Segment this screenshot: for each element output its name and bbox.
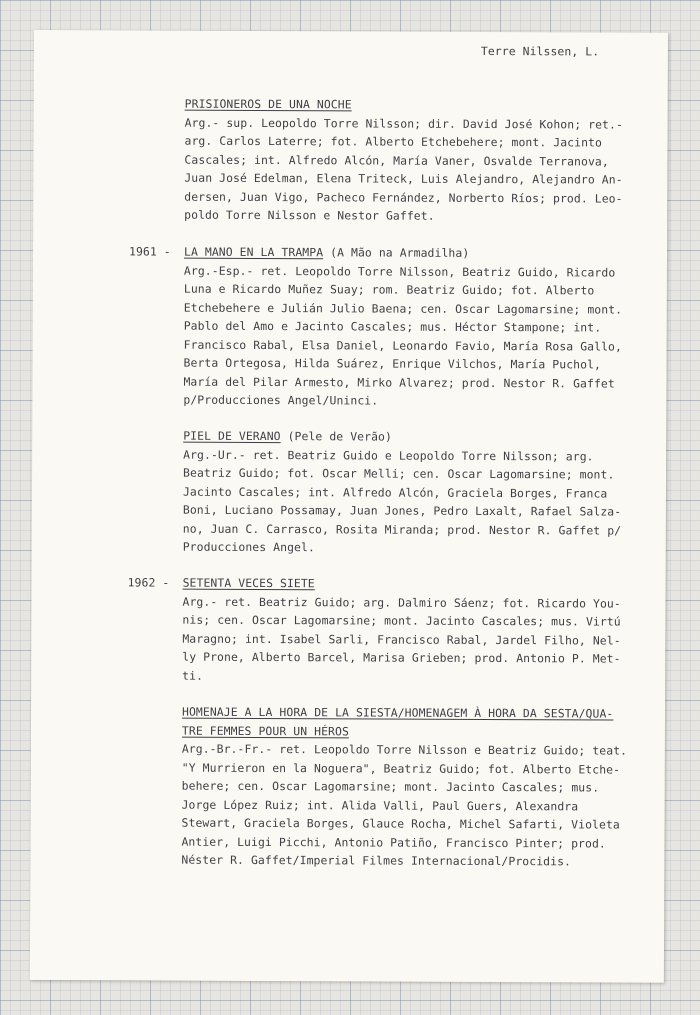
- entry-credit-line: Boni, Luciano Possamay, Juan Jones, Pedro Laxalt, Rafael Salza-: [182, 502, 622, 519]
- entry-credit-line: arg. Carlos Laterre; fot. Alberto Etchebehere; mont. Jacinto: [184, 133, 603, 150]
- entry-credit-line: p/Producciones Angel/Uninci.: [183, 392, 379, 408]
- entry-title-line: [184, 243, 622, 263]
- typewritten-page: [30, 30, 668, 983]
- film-title: SETENTA VECES SIETE: [182, 575, 315, 591]
- entry-credit-line: behere; cen. Oscar Lagomarsine; mont. Jacinto Cascales; mus.: [181, 778, 600, 795]
- entry-year: 1961 -: [129, 244, 171, 259]
- entry-credit-line: Berta Ortegosa, Hilda Suárez, Enrique Vilchos, María Puchol,: [183, 355, 602, 372]
- entry-credit-line: Producciones Angel.: [182, 539, 315, 555]
- entry-title-line: [185, 95, 623, 115]
- film-title-translation: (A Mão na Armadilha): [323, 245, 470, 260]
- entry-credit-line: Francisco Rabal, Elsa Daniel, Leonardo Favio, María Rosa Gallo,: [183, 337, 623, 354]
- film-title-translation: (Pele de Verão): [280, 429, 393, 444]
- entry-credit-line: poldo Torre Nilsson e Nestor Gaffet.: [184, 207, 435, 223]
- entry-credit-line: Etchebehere e Julián Julio Baena; cen. Oscar Lagomarsine; mont.: [183, 300, 623, 317]
- film-title: PRISIONEROS DE UNA NOCHE: [184, 96, 352, 112]
- entry-credit-line: Arg.- sup. Leopoldo Torre Nilsson; dir. David José Kohon; ret.-: [184, 115, 623, 132]
- entry-credit-line: Jorge López Ruiz; int. Alida Valli, Paul Guers, Alexandra: [181, 797, 579, 813]
- entry-credit-line: ly Prone, Alberto Barcel, Marisa Grieben; prod. Antonio P. Met-: [182, 649, 621, 666]
- entry-title-line: [182, 703, 627, 723]
- film-title: HOMENAJE A LA HORA DE LA SIESTA/HOMENAGEM À HORA DA SESTA/QUA-: [181, 704, 614, 721]
- entry-year: 1962 -: [127, 575, 170, 590]
- filmography-entry: [183, 427, 622, 558]
- page-header: Terre Nilssen, L.: [480, 43, 600, 59]
- entry-credit-line: nis; cen. Oscar Lagomarsine; mont. Jacinto Cascales; mus. Virtú: [182, 612, 621, 629]
- film-title: PIEL DE VERANO: [183, 428, 281, 444]
- entry-credit-line: María del Pilar Armesto, Mirko Alvarez; prod. Nestor R. Gaffet: [183, 374, 615, 391]
- entry-credit-line: dersen, Juan Vigo, Pacheco Fernández, Norberto Ríos; prod. Leo-: [184, 189, 623, 206]
- entry-credit-line: Arg.-Ur.- ret. Beatriz Guido e Leopoldo Torre Nilsson; arg.: [183, 447, 594, 463]
- entry-credit-line: Luna e Ricardo Muñez Suay; rom. Beatriz Guido; fot. Alberto: [183, 281, 595, 298]
- entry-credit-line: Arg.-Esp.- ret. Leopoldo Torre Nilsson, Beatriz Guido, Ricardo: [183, 263, 616, 280]
- film-title: LA MANO EN LA TRAMPA: [184, 244, 324, 260]
- entry-title-line: [183, 574, 621, 594]
- entry-credit-line: Pablo del Amo e Jacinto Cascales; mus. Héctor Stampone; int.: [183, 318, 602, 335]
- filmography-entry: [183, 243, 622, 411]
- entry-credit-line: Arg.-Br.-Fr.- ret. Leopoldo Torre Nilsson e Beatriz Guido; teat.: [181, 741, 628, 758]
- entry-credit-line: "Y Murrieron en la Noguera", Beatriz Guido; fot. Alberto Etche-: [181, 760, 621, 777]
- entry-credit-line: Arg.- ret. Beatriz Guido; arg. Dalmiro Sáenz; fot. Ricardo You-: [182, 594, 621, 611]
- entry-credit-line: Néster R. Gaffet/Imperial Filmes Internacional/Procidis.: [181, 852, 572, 869]
- entry-credit-line: no, Juan C. Carrasco, Rosita Miranda; prod. Nestor R. Gaffet p/: [182, 521, 622, 538]
- entry-title-line-2: [182, 721, 627, 741]
- entry-credit-line: Antier, Luigi Picchi, Antonio Patiño, Francisco Pinter; prod.: [181, 834, 606, 851]
- entry-credit-line: Jacinto Cascales; int. Alfredo Alcón, Graciela Borges, Franca: [182, 484, 608, 501]
- film-title-continued: TRE FEMMES POUR UN HÉROS: [181, 723, 349, 738]
- entry-title-line: [183, 427, 621, 447]
- filmography-entry: [184, 95, 623, 226]
- entry-credit-line: Juan José Edelman, Elena Triteck, Luis Alejandro, Alejandro An-: [184, 170, 623, 187]
- filmography-entry: [182, 574, 621, 687]
- entry-credit-line: Maragno; int. Isabel Sarli, Francisco Rabal, Jardel Filho, Nel-: [182, 631, 621, 648]
- entry-credit-line: Cascales; int. Alfredo Alcón, María Vaner, Osvalde Terranova,: [184, 152, 609, 169]
- entry-credit-line: ti.: [182, 668, 204, 683]
- entry-credit-line: Beatriz Guido; fot. Oscar Melli; cen. Oscar Lagomarsine; mont.: [183, 465, 615, 482]
- entry-credit-line: Stewart, Graciela Borges, Glauce Rocha, Michel Safarti, Violeta: [181, 815, 620, 832]
- filmography-entry: [181, 703, 627, 871]
